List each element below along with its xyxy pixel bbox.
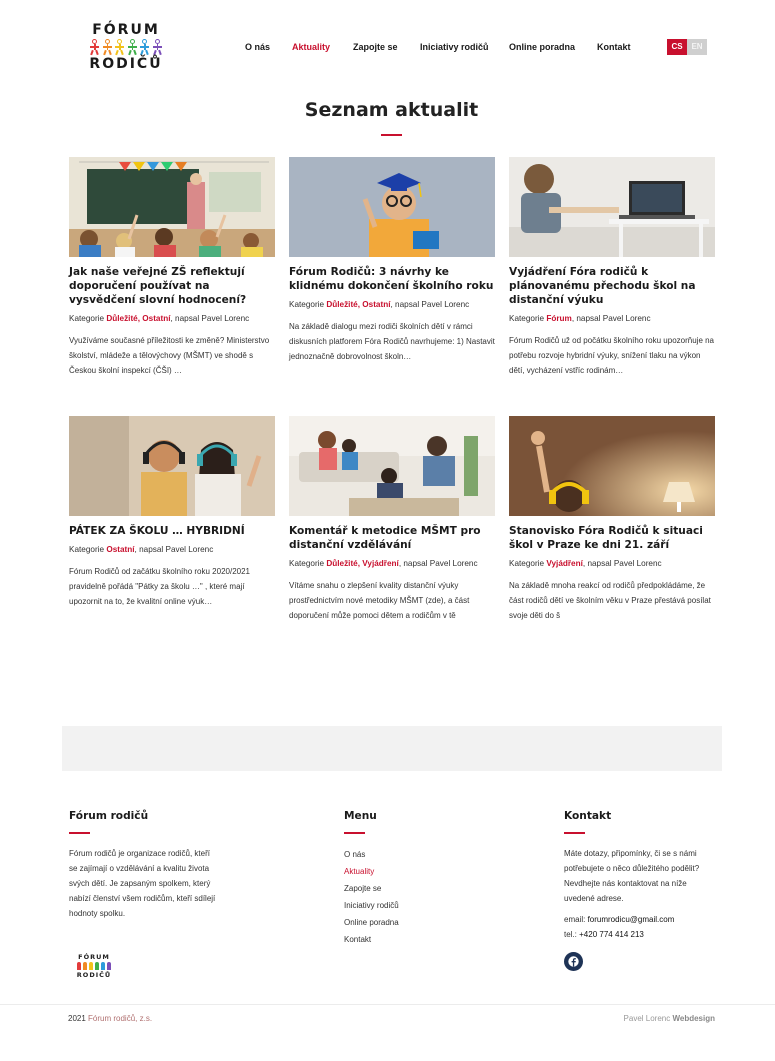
footer-menu-item-iniciativy[interactable]: Iniciativy rodičů bbox=[344, 901, 399, 910]
post-title[interactable]: Jak naše veřejné ZŠ reflektují doporučení používat na vysvědčení slovní hodnocení? bbox=[69, 266, 247, 306]
post-excerpt: Vítáme snahu o zlepšení kvality distanční výuky prostřednictvím nové metodiky MŠMT (zde), a část doporučení může pomoci dětem a rodičům v tě bbox=[289, 581, 470, 620]
title-divider bbox=[381, 134, 402, 136]
footer-menu-item-online-poradna[interactable]: Online poradna bbox=[344, 918, 399, 927]
post-meta: Kategorie Důležité, Ostatní, napsal Pavel Lorenc bbox=[69, 314, 250, 323]
post-card bbox=[509, 416, 715, 623]
logo-text-bottom: RODIČŮ bbox=[89, 56, 163, 72]
footer-logo[interactable]: FÓRUM RODIČŮ bbox=[76, 953, 112, 979]
footer-phone-line: tel.: +420 774 414 213 bbox=[564, 930, 644, 939]
nav-item-o-nas[interactable]: O nás bbox=[245, 42, 271, 52]
post-excerpt: Na základě dialogu mezi rodiči školních dětí v rámci diskusních platforem Fóra Rodičů navrhujeme: 1) Nastavit jednoznačně dobrovolnost školn… bbox=[289, 322, 495, 361]
footer-about-title: Fórum rodičů bbox=[69, 810, 149, 822]
post-excerpt: Fórum Rodičů už od počátku školního roku upozorňuje na potřebu rozvoje hybridní výuky, snížení tlaku na výkon dětí, vycházení vstříc rodinám… bbox=[509, 336, 715, 375]
post-image-family[interactable] bbox=[289, 416, 495, 516]
logo-text-top: FÓRUM bbox=[92, 22, 160, 38]
post-card bbox=[69, 416, 275, 609]
copyright: 2021 Fórum rodičů, z.s. bbox=[68, 1014, 153, 1023]
copyright-brand-link[interactable]: Fórum rodičů, z.s. bbox=[88, 1014, 153, 1023]
footer-menu bbox=[344, 810, 464, 948]
facebook-icon[interactable] bbox=[564, 952, 583, 971]
post-card bbox=[289, 157, 495, 364]
post-card bbox=[289, 416, 495, 623]
nav-item-iniciativy[interactable]: Iniciativy rodičů bbox=[420, 42, 489, 52]
post-title[interactable]: Stanovisko Fóra Rodičů k situaci škol v Praze ke dni 21. září bbox=[509, 525, 703, 551]
post-meta: Kategorie Vyjádření, napsal Pavel Lorenc bbox=[509, 559, 662, 568]
footer-phone[interactable]: +420 774 414 213 bbox=[579, 930, 644, 939]
post-card bbox=[69, 157, 275, 378]
post-excerpt: Fórum Rodičů od začátku školního roku 2020/2021 pravidelně pořádá "Pátky za školu …" , které mají upozornit na to, že kvalitní online výuk… bbox=[69, 567, 250, 606]
post-excerpt: Na základě mnoha reakcí od rodičů předpokládáme, že část rodičů dětí ve školním věku v Praze přestává posílat svoje děti do š bbox=[509, 581, 711, 620]
nav-item-kontakt[interactable]: Kontakt bbox=[597, 42, 631, 52]
post-image-laptop[interactable] bbox=[509, 157, 715, 257]
design-credit[interactable]: Pavel Lorenc Webdesign bbox=[623, 1014, 715, 1023]
footer-band bbox=[62, 726, 722, 771]
post-meta: Kategorie Fórum, napsal Pavel Lorenc bbox=[509, 314, 651, 323]
post-excerpt: Využíváme současné příležitosti ke změně? Ministerstvo školství, mládeže a tělovýchovy (MŠMT) ve shodě s Českou školní inspekcí (ČŠI) … bbox=[69, 336, 270, 375]
footer-divider bbox=[69, 832, 90, 834]
footer-divider bbox=[344, 832, 365, 834]
post-categories[interactable]: Důležité, Ostatní bbox=[326, 300, 391, 309]
post-image-graduate[interactable] bbox=[289, 157, 495, 257]
page-title: Seznam aktualit bbox=[304, 99, 479, 121]
lang-en-button[interactable]: EN bbox=[687, 39, 707, 55]
lang-cs-button[interactable]: CS bbox=[667, 39, 687, 55]
footer-divider bbox=[564, 832, 585, 834]
site-logo[interactable] bbox=[88, 22, 164, 72]
language-switcher bbox=[667, 39, 707, 55]
post-image-classroom[interactable] bbox=[69, 157, 275, 257]
footer-menu-item-o-nas[interactable]: O nás bbox=[344, 850, 366, 859]
post-title[interactable]: Vyjádření Fóra rodičů k plánovanému přechodu škol na distanční výuku bbox=[509, 266, 696, 306]
nav-item-aktuality[interactable]: Aktuality bbox=[292, 42, 331, 52]
site-header bbox=[0, 0, 775, 95]
post-card bbox=[509, 157, 715, 378]
post-title[interactable]: PÁTEK ZA ŠKOLU … HYBRIDNÍ bbox=[69, 525, 245, 537]
footer-menu-item-kontakt[interactable]: Kontakt bbox=[344, 935, 372, 944]
footer-about-text: Fórum rodičů je organizace rodičů, kteří se zajímají o vzdělávání a kvalitu života svých dětí. Je zapsaným spolkem, který nabízí členství všem rodičům, kteří sdílejí hodnoty spolku. bbox=[69, 849, 216, 918]
footer-contact-title: Kontakt bbox=[564, 810, 612, 822]
post-categories[interactable]: Důležité, Vyjádření bbox=[326, 559, 399, 568]
footer-email-link[interactable]: forumrodicu@gmail.com bbox=[587, 915, 675, 924]
post-title[interactable]: Komentář k metodice MŠMT pro distanční vzdělávání bbox=[289, 525, 481, 551]
post-meta: Kategorie Ostatní, napsal Pavel Lorenc bbox=[69, 545, 214, 554]
nav-item-online-poradna[interactable]: Online poradna bbox=[509, 42, 576, 52]
footer-contact bbox=[564, 810, 716, 971]
post-image-headphones[interactable] bbox=[69, 416, 275, 516]
post-image-raised-hand[interactable] bbox=[509, 416, 715, 516]
footer-about bbox=[69, 810, 219, 921]
post-categories[interactable]: Ostatní bbox=[106, 545, 135, 554]
post-meta: Kategorie Důležité, Ostatní, napsal Pavel Lorenc bbox=[289, 300, 470, 309]
nav-item-zapojte-se[interactable]: Zapojte se bbox=[353, 42, 398, 52]
post-categories[interactable]: Fórum bbox=[546, 314, 572, 323]
post-categories[interactable]: Vyjádření bbox=[546, 559, 583, 568]
footer-menu-item-aktuality[interactable]: Aktuality bbox=[344, 867, 375, 876]
footer-logo-figures bbox=[77, 962, 111, 970]
footer-bottom-divider bbox=[0, 1004, 775, 1005]
footer-contact-text: Máte dotazy, připomínky, či se s námi potřebujete o něco důležitého podělit? Nevdhejte nás kontaktovat na níže uvedené adrese. bbox=[564, 849, 700, 903]
post-categories[interactable]: Důležité, Ostatní bbox=[106, 314, 171, 323]
post-title[interactable]: Fórum Rodičů: 3 návrhy ke klidnému dokončení školního roku bbox=[289, 266, 494, 292]
logo-figures bbox=[90, 39, 162, 55]
footer-menu-title: Menu bbox=[344, 810, 377, 822]
footer-menu-item-zapojte-se[interactable]: Zapojte se bbox=[344, 884, 382, 893]
post-meta: Kategorie Důležité, Vyjádření, napsal Pavel Lorenc bbox=[289, 559, 478, 568]
footer-email-line: email: forumrodicu@gmail.com bbox=[564, 915, 675, 924]
